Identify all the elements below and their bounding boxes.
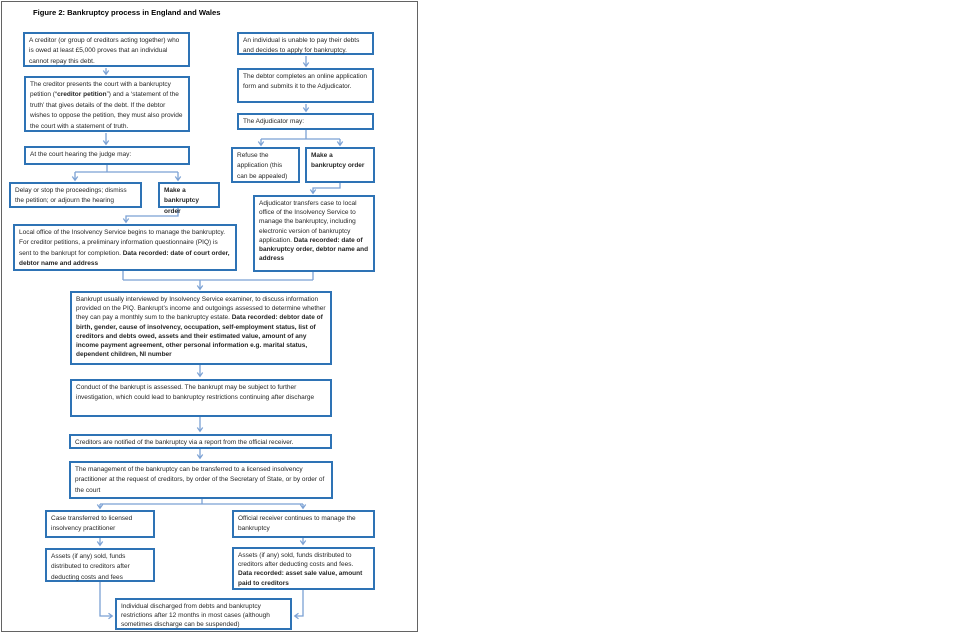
box-text: Bankrupt usually interviewed by Insolvency Service examiner, to discuss information provided on the PIQ. Bankrupt’s income and outgoings assessed to determine whether they can pay a monthly sum to the bankruptcy estate. — [76, 296, 326, 322]
flow-box-assets-sold — [45, 548, 155, 582]
flow-box-adjudicator-may — [237, 113, 374, 130]
box-text: Make a bankruptcy order — [164, 187, 200, 215]
flow-box-creditors-notified — [69, 434, 332, 449]
box-text: An individual is unable to pay their debts and decides to apply for bankruptcy. — [243, 37, 360, 55]
box-text: The creditor presents the court with a bankruptcy petition (“ — [30, 81, 171, 99]
flow-box-local-office-manages — [13, 224, 237, 271]
box-text: The debtor completes an online application form and submits it to the Adjudicator. — [243, 73, 367, 91]
figure-title: Figure 2: Bankruptcy process in England and Wales — [33, 8, 221, 17]
box-text: Conduct of the bankrupt is assessed. The bankrupt may be subject to further investigation, which could lead to bankruptcy restrictions continuing after discharge — [76, 384, 315, 402]
flow-box-conduct-assessed — [70, 379, 332, 417]
box-text: The Adjudicator may: — [243, 118, 305, 125]
box-text: Assets (if any) sold, funds distributed to creditors after deducting costs and fees. — [238, 552, 354, 569]
flow-box-management-transfer — [69, 461, 333, 499]
flow-box-refuse-application — [231, 147, 300, 183]
box-text: Delay or stop the proceedings; dismiss the petition; or adjourn the hearing — [15, 187, 127, 205]
box-text: A creditor (or group of creditors acting together) who is owed at least £5,000 proves that an individual cannot repay this debt. — [29, 37, 180, 65]
flow-box-creditor-petition — [24, 76, 190, 132]
box-text: Assets (if any) sold, funds distributed to creditors after deducting costs and fees — [51, 553, 130, 581]
flow-box-adjudicator-bankruptcy-order — [305, 147, 375, 183]
flow-box-court-hearing — [24, 146, 190, 165]
flow-box-discharged — [115, 598, 292, 630]
flow-box-adjudicator-transfers — [253, 195, 375, 272]
box-text: Local office of the Insolvency Service begins to manage the bankruptcy. For creditor petitions, a preliminary information questionnaire (PIQ) is sent to the bankrupt for completion. — [19, 229, 226, 257]
box-text: Adjudicator transfers case to local office of the Insolvency Service to manage the bankruptcy, including electronic version of bankruptcy application. — [259, 200, 357, 244]
flow-box-creditor-start — [23, 32, 190, 67]
box-text: At the court hearing the judge may: — [30, 151, 132, 158]
flow-box-online-application — [237, 68, 374, 103]
flow-box-court-bankruptcy-order — [158, 182, 220, 215]
flow-box-assets-sold-recorded — [232, 547, 375, 590]
box-text-bold: Data recorded: date of bankruptcy order, debtor name and address — [259, 236, 369, 263]
box-text-bold: Data recorded: debtor date of birth, gender, cause of insolvency, occupation, self-employment status, list of creditors and debts owed, assets and their estimated value, amount of any income payment agreement, other personal information e.g. marital status, dependent children, NI number — [76, 314, 323, 359]
flow-box-individual-start — [237, 32, 374, 55]
box-text: Official receiver continues to manage the bankruptcy — [238, 515, 356, 533]
flow-box-case-transferred — [45, 510, 155, 538]
box-text-bold: Data recorded: date of court order, debtor name and address — [19, 249, 230, 268]
box-text: Individual discharged from debts and bankruptcy restrictions after 12 months in most cases (although sometimes discharge can be suspended) — [121, 603, 270, 629]
box-text-bold: creditor petition — [57, 91, 107, 99]
flow-box-delay-or-dismiss — [9, 182, 142, 208]
box-text: Case transferred to licensed insolvency practitioner — [51, 515, 133, 533]
flow-box-official-receiver-continues — [232, 510, 375, 538]
box-text: ”) and a ‘statement of the truth’ that gives details of the debt. If the debtor wishes to oppose the petition, they must also provide the court with a statement of truth. — [30, 91, 183, 130]
box-text: Refuse the application (this can be appealed) — [237, 152, 288, 180]
flow-box-bankrupt-interviewed — [70, 291, 332, 365]
box-text: The management of the bankruptcy can be transferred to a licensed insolvency practitioner at the request of creditors, by order of the Secretary of State, or by order of the court — [75, 466, 325, 494]
box-text-bold: Data recorded: asset sale value, amount paid to creditors — [238, 570, 363, 587]
box-text: Creditors are notified of the bankruptcy via a report from the official receiver. — [75, 439, 294, 446]
box-text: Make a bankruptcy order — [311, 152, 365, 170]
